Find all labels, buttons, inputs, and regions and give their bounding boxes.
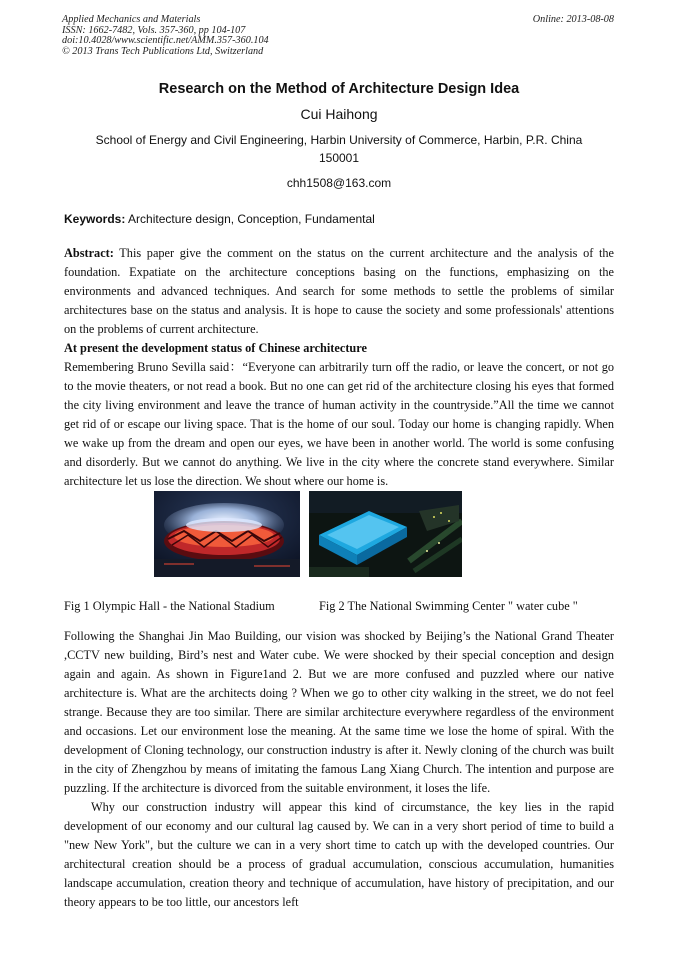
journal-header [62, 15, 269, 57]
author-name: Cui Haihong [300, 106, 378, 122]
body-paragraph-2: Following the Shanghai Jin Mao Building, our vision was shocked by Beijing’s the National Grand Theater ,CCTV new building, Bird’s nest and Water cube. We were shocked by their special conception and design again and again. As shown in Figure1and 2. But we are more confused and puzzled where our native architecture is. What are the architects doing ? When we go to other city walking in the street, we do not feel strange. Because they are too similar. There are similar architecture everywhere regardless of the environment and occasions. Let our environment lose the meaning. At the same time we lose the home of spiral. With the development of Cloning technology, our construction industry is after it. Newly cloning of the church was built in the city of Zhengzhou by means of imitating the famous Lang Xiang Church. The intention and purpose are puzzling. If the architecture is divorced from the suitable environment, it loses the life. [64, 629, 614, 795]
abstract-label: Abstract: [64, 246, 114, 260]
body-paragraph-3: Why our construction industry will appear this kind of circumstance, the key lies in the rapid development of our economy and our cultural lag caused by. We can in a very short period of time to build a "new New York", but the culture we can in a very short time to catch up with the developed countries. Our architectural creation should be a process of gradual accumulation, conscious accumulation, humanities landscape accumulation, creation theory and technique of accumulation, have history of precipitation, and our theory appears to be too little, our ancestors left [64, 800, 614, 909]
keywords-text: Architecture design, Conception, Fundamental [125, 212, 375, 226]
paper-title: Research on the Method of Architecture Design Idea [158, 81, 520, 97]
journal-name: Applied Mechanics and Materials [62, 14, 201, 25]
section-paragraph-1: Remembering Bruno Sevilla said：“Everyone can arbitrarily turn off the radio, or leave the concert, or not go to the movie theaters, or not read a book. But no one can get rid of the architecture closing his eyes that formed the city living environment and leave the trance of human activity in the countryside.”All the time we cannot get rid of or escape our living space. That is the home of our soul. Today our home is changing rapidly. When we wake up from the dream and open our eyes, we have been in another world. The world is some confusing and disorderly. But we cannot do anything. We live in the city where the concrete stand everywhere. Similar architecture let us lose the direction. We shout where our home is. [64, 360, 614, 488]
author-email: chh1508@163.com [286, 176, 392, 190]
figure-1-caption: Fig 1 Olympic Hall - the National Stadium [64, 599, 275, 613]
affiliation: School of Energy and Civil Engineering, Harbin University of Commerce, Harbin, P.R. China 150001 [95, 133, 583, 165]
section-heading: At present the development status of Chinese architecture [64, 341, 367, 355]
doi-line: doi:10.4028/www.scientific.net/AMM.357-360.104 [62, 35, 269, 47]
abstract-text: This paper give the comment on the status on the current architecture and the analysis of the foundation. Expatiate on the architecture conceptions basing on the functions, emphasizing on the environments and advanced techniques. And search for some methods to settle the problems of similar architectures base on the status and analysis. It is hope to cause the society and some professionals' attentions on the problems of current architecture. [64, 246, 614, 336]
figure-2-caption: Fig 2 The National Swimming Center " water cube " [319, 599, 578, 613]
keywords [64, 212, 616, 226]
abstract [64, 244, 614, 339]
figure-national-stadium [154, 491, 300, 577]
figure-water-cube [309, 491, 462, 577]
issn-line: ISSN: 1662-7482, Vols. 357-360, pp 104-107 [62, 24, 246, 36]
copyright-line: © 2013 Trans Tech Publications Ltd, Switzerland [62, 45, 264, 57]
body-section [64, 627, 614, 912]
abstract-section [64, 244, 614, 491]
online-date: Online: 2013-08-08 [532, 14, 614, 25]
keywords-label: Keywords: [64, 212, 126, 226]
